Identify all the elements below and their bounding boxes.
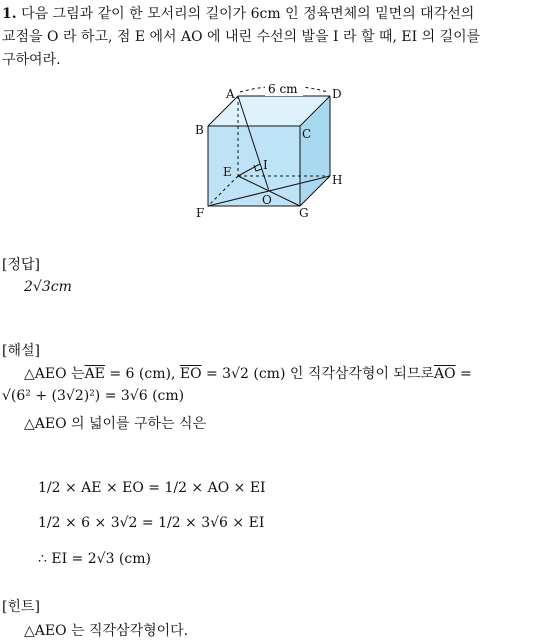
vertex-C: C <box>302 127 312 141</box>
vertex-H: H <box>332 173 343 187</box>
answer-heading: [정답] <box>2 257 40 273</box>
solution-line-3: △AEO 의 넓이를 구하는 식은 <box>24 416 207 432</box>
length-label: 6 cm <box>268 82 298 96</box>
answer-value: 2√3cm <box>24 279 72 295</box>
equation-1: 1/2 × AE × EO = 1/2 × AO × EI <box>38 480 266 496</box>
segment-AO: $\overline{AO}$ <box>434 366 456 382</box>
vertex-D: D <box>332 87 342 101</box>
problem-line-3: 구하여라. <box>2 52 61 68</box>
vertex-G: G <box>299 206 309 220</box>
solution-line-1: △AEO 는$\overline{AE} = 6$ (cm), $\overline{EO} = 3√2$ (cm) 인 직각삼각형이 되므로$\overline{AO}$ = <box>24 366 472 382</box>
vertex-B: B <box>195 123 204 137</box>
hint-heading: [힌트] <box>2 599 40 615</box>
vertex-O: O <box>262 193 272 207</box>
problem-line-1 <box>2 3 474 23</box>
vertex-F: F <box>196 206 205 220</box>
hint-text: △AEO 는 직각삼각형이다. <box>24 623 189 639</box>
vertex-E: E <box>223 165 232 179</box>
problem-line-2: 교점을 O 라 하고, 점 E 에서 AO 에 내린 수선의 발을 I 라 할 때, EI 의 길이를 <box>2 29 481 45</box>
solution-heading: [해설] <box>2 343 40 359</box>
cube-figure <box>188 78 358 223</box>
segment-EO: $\overline{EO}$ <box>179 366 202 382</box>
segment-AE: $\overline{AE}$ <box>84 366 105 382</box>
vertex-I: I <box>263 158 268 172</box>
equation-3: ∴ EI = 2√3 (cm) <box>38 551 151 567</box>
equation-2: 1/2 × 6 × 3√2 = 1/2 × 3√6 × EI <box>38 515 265 531</box>
problem-number: 1. <box>2 6 17 22</box>
solution-line-2: √(6² + (3√2)²) = 3√6 (cm) <box>2 388 185 404</box>
vertex-A: A <box>226 87 235 101</box>
problem-text-1: 다음 그림과 같이 한 모서리의 길이가 6cm 인 정육면체의 밑면의 대각선의 <box>21 6 475 22</box>
